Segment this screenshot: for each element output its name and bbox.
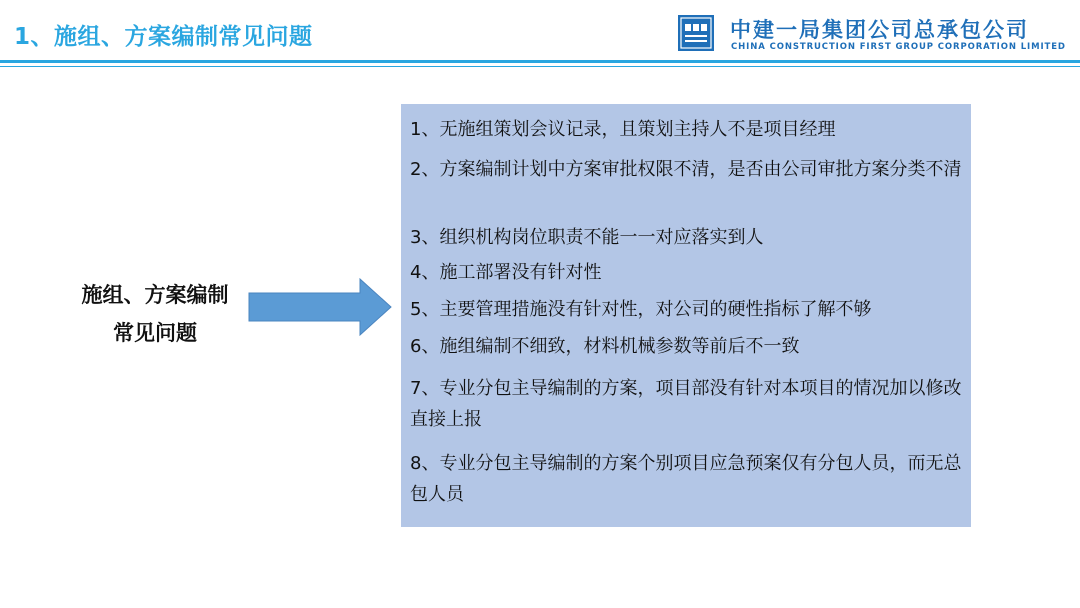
issue-item-2: 2、方案编制计划中方案审批权限不清，是否由公司审批方案分类不清 <box>410 159 962 180</box>
issue-item-5: 5、主要管理措施没有针对性，对公司的硬性指标了解不够 <box>410 299 872 320</box>
issue-item-1: 1、无施组策划会议记录，且策划主持人不是项目经理 <box>410 119 836 140</box>
topic-label-line-2: 常见问题 <box>113 321 197 345</box>
right-arrow-icon <box>248 278 393 336</box>
slide-header <box>0 0 1080 60</box>
company-name-cn: 中建一局集团公司总承包公司 <box>730 18 1029 42</box>
issue-item-6: 6、施组编制不细致，材料机械参数等前后不一致 <box>410 336 800 357</box>
issues-panel <box>401 104 971 527</box>
issue-item-7: 7、专业分包主导编制的方案，项目部没有针对本项目的情况加以修改直接上报 <box>410 378 962 430</box>
issue-item-3: 3、组织机构岗位职责不能一一对应落实到人 <box>410 227 764 248</box>
company-name-en: CHINA CONSTRUCTION FIRST GROUP CORPORATION LIMITED <box>731 42 1066 52</box>
issue-item-4: 4、施工部署没有针对性 <box>410 262 602 283</box>
slide-title: 1、施组、方案编制常见问题 <box>14 24 313 50</box>
header-rule-thin <box>0 66 1080 67</box>
header-rule <box>0 60 1080 63</box>
csce-logo-icon <box>678 15 714 51</box>
topic-label-line-1: 施组、方案编制 <box>81 283 229 307</box>
topic-label <box>60 276 250 352</box>
issue-item-8: 8、专业分包主导编制的方案个别项目应急预案仅有分包人员，而无总包人员 <box>410 453 962 505</box>
